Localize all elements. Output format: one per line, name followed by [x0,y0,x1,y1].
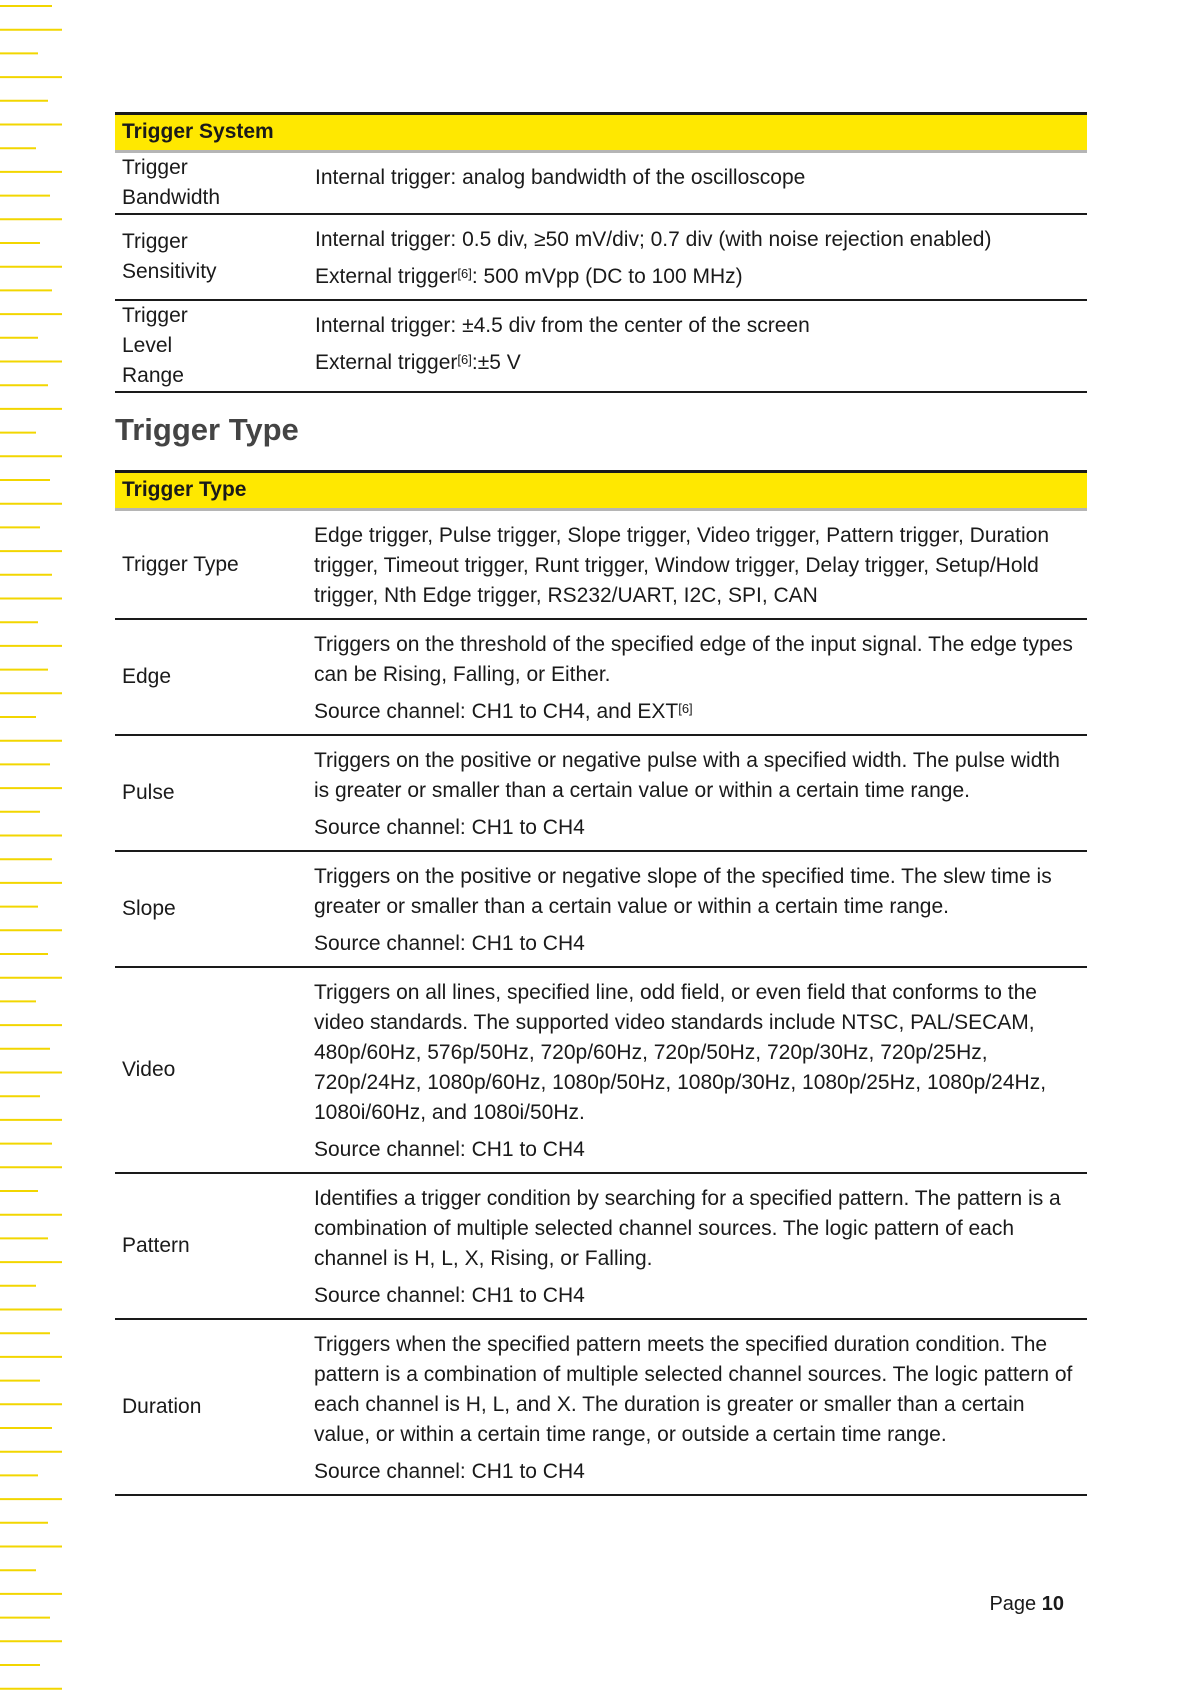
row-label: Trigger Type [122,552,239,576]
margin-decoration [0,0,70,1697]
value-text: Source channel: CH1 to CH4 [314,816,585,839]
table-row [115,620,1087,736]
table-row [115,511,1087,620]
row-value [315,301,1087,391]
table-body [115,511,1087,1496]
row-label: Trigger Level Range [122,304,188,387]
page-number-value: 10 [1041,1593,1064,1615]
table-row [115,1174,1087,1320]
value-tail: :±5 V [471,351,521,374]
value-line [314,630,1080,690]
page-label: Page [989,1593,1037,1615]
value-text: External trigger [315,351,458,374]
row-label: Pattern [122,1234,190,1257]
table-row [115,968,1087,1174]
value-tail: : 500 mVpp (DC to 100 MHz) [471,265,743,288]
value-line [314,1281,1080,1311]
section-title: Trigger Type [115,412,299,447]
value-text: Source channel: CH1 to CH4, and EXT [314,700,679,723]
row-label: Trigger Bandwidth [122,156,221,209]
row-label: Video [122,1058,176,1081]
table-header: Trigger System [115,115,1087,153]
page-content [115,112,1087,1496]
row-label: Duration [122,1395,202,1418]
value-line [314,1330,1080,1450]
value-line [315,262,1080,292]
value-line [315,225,1080,255]
table-row [115,301,1087,393]
value-line [314,1135,1080,1165]
value-line [314,929,1080,959]
value-line [314,862,1080,922]
value-line [314,1457,1080,1487]
value-line [314,978,1080,1128]
value-line [314,1184,1080,1274]
value-text: Triggers on the positive or negative slope of the specified time. The slew time is greater or smaller than a certain value or within a certain time range. [314,865,1052,918]
page-number [989,1593,1064,1616]
value-line [314,521,1080,611]
value-text: Source channel: CH1 to CH4 [314,932,585,955]
row-label: Trigger Sensitivity [122,230,217,283]
value-text: External trigger [315,265,458,288]
value-text: Source channel: CH1 to CH4 [314,1138,585,1161]
table-row [115,153,1087,215]
row-value [314,736,1087,850]
trigger-system-table [115,112,1087,393]
value-text: Edge trigger, Pulse trigger, Slope trigger, Video trigger, Pattern trigger, Duration trigger, Timeout trigger, Runt trigger, Window trigger, Delay trigger, Setup/Hold trigger, Nth Edge trigger, RS232/UART, I2C, SPI, CAN [314,524,1050,607]
footnote-ref: [6] [678,701,693,716]
table-body [115,153,1087,393]
value-text: Source channel: CH1 to CH4 [314,1460,585,1483]
row-value [314,620,1087,734]
value-text: Triggers on the threshold of the specified edge of the input signal. The edge types can be Rising, Falling, or Either. [314,633,1073,686]
footnote-ref: [6] [457,352,472,367]
row-label: Edge [122,665,172,688]
table-header: Trigger Type [115,473,1087,511]
value-text: Triggers on all lines, specified line, odd field, or even field that conforms to the video standards. The supported video standards include NTSC, PAL/SECAM, 480p/60Hz, 576p/50Hz, 720p/60Hz, 720p/50Hz, 720p/30Hz, 720p/25Hz, 720p/24Hz, 1080p/60Hz, 1080p/50Hz, 1080p/30Hz, 1080p/25Hz, 1080p/24Hz, 1080i/60Hz, and 1080i/50Hz. [314,981,1047,1124]
value-line [314,813,1080,843]
value-line [315,163,1080,193]
row-label: Pulse [122,781,175,804]
row-value [315,153,1087,213]
table-row [115,852,1087,968]
value-line [315,311,1080,341]
row-value [314,1320,1087,1494]
row-value [314,852,1087,966]
trigger-type-table [115,470,1087,1496]
value-text: Internal trigger: analog bandwidth of the oscilloscope [315,166,806,189]
value-text: Triggers when the specified pattern meets the specified duration condition. The pattern is a combination of multiple selected channel sources. The logic pattern of each channel is H, L, and X. The duration is greater or smaller than a certain value, or within a certain time range, or outside a certain time range. [314,1333,1073,1446]
value-text: Internal trigger: 0.5 div, ≥50 mV/div; 0.7 div (with noise rejection enabled) [315,228,992,251]
value-text: Triggers on the positive or negative pulse with a specified width. The pulse width is greater or smaller than a certain value or within a certain time range. [314,749,1060,802]
table-row [115,736,1087,852]
table-row [115,1320,1087,1496]
row-value [314,511,1087,618]
table-row [115,215,1087,301]
row-label: Slope [122,897,176,920]
value-line [314,697,1080,727]
value-text: Internal trigger: ±4.5 div from the center of the screen [315,314,810,337]
row-value [314,968,1087,1172]
value-text: Source channel: CH1 to CH4 [314,1284,585,1307]
row-value [314,1174,1087,1318]
value-line [314,746,1080,806]
footnote-ref: [6] [457,266,472,281]
value-line [315,348,1080,378]
row-value [315,215,1087,299]
value-text: Identifies a trigger condition by searching for a specified pattern. The pattern is a combination of multiple selected channel sources. The logic pattern of each channel is H, L, X, Rising, or Falling. [314,1187,1061,1270]
